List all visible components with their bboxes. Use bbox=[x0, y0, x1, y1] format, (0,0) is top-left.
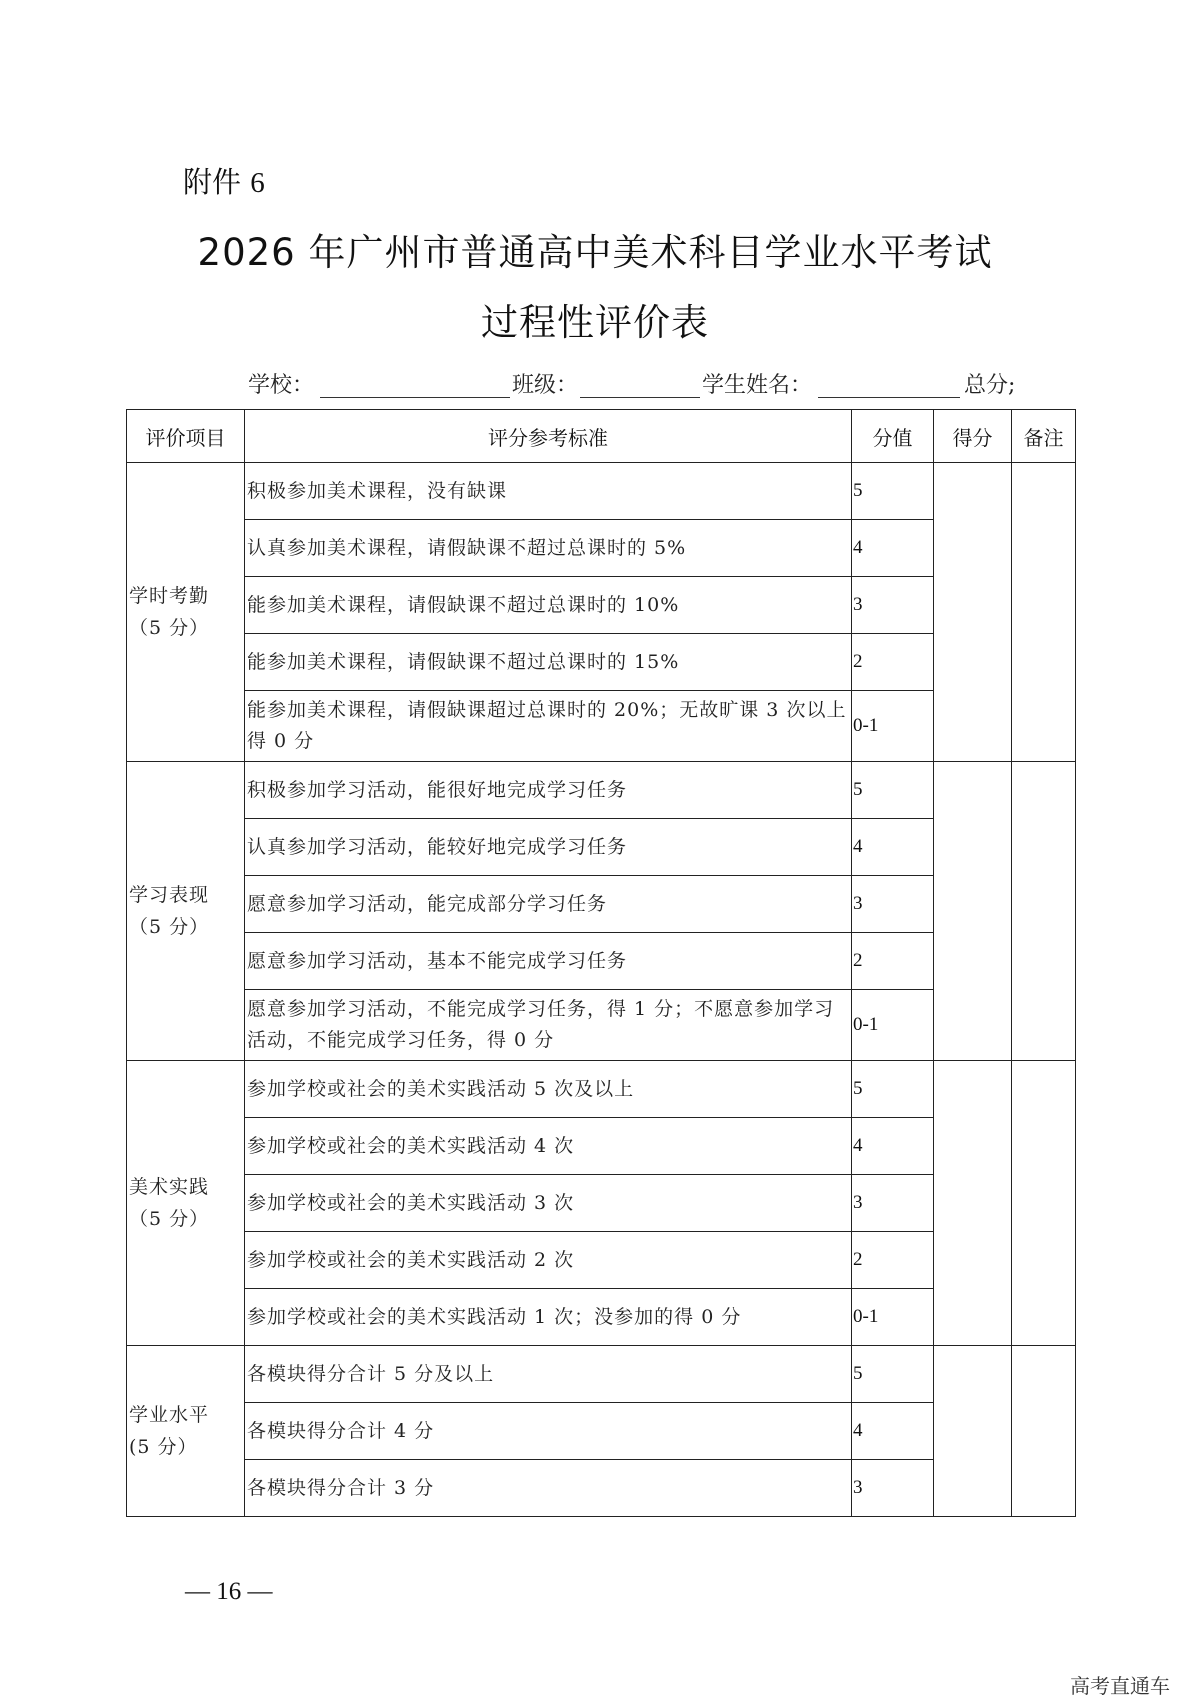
table-row bbox=[127, 876, 1076, 933]
remarks-cell[interactable] bbox=[1012, 762, 1076, 1061]
table-row bbox=[127, 1175, 1076, 1232]
table-row bbox=[127, 762, 1076, 819]
category-cell bbox=[127, 1346, 245, 1517]
points-cell: 4 bbox=[852, 520, 934, 577]
table-row bbox=[127, 1403, 1076, 1460]
category-name: 学时考勤 bbox=[129, 585, 210, 607]
points-cell: 3 bbox=[852, 577, 934, 634]
criterion-cell: 积极参加学习活动，能很好地完成学习任务 bbox=[245, 762, 852, 819]
table-row bbox=[127, 634, 1076, 691]
points-cell: 2 bbox=[852, 933, 934, 990]
table-row bbox=[127, 1346, 1076, 1403]
category-cell bbox=[127, 1061, 245, 1346]
header-score: 得分 bbox=[934, 410, 1012, 463]
category-points: （5 分） bbox=[129, 617, 210, 639]
points-cell: 5 bbox=[852, 1061, 934, 1118]
table-row bbox=[127, 1118, 1076, 1175]
criterion-cell: 各模块得分合计 4 分 bbox=[245, 1403, 852, 1460]
score-entry-cell[interactable] bbox=[934, 463, 1012, 762]
remarks-cell[interactable] bbox=[1012, 1061, 1076, 1346]
criterion-cell: 能参加美术课程，请假缺课不超过总课时的 10% bbox=[245, 577, 852, 634]
remarks-cell[interactable] bbox=[1012, 1346, 1076, 1517]
table-header-row bbox=[127, 410, 1076, 463]
criterion-cell: 各模块得分合计 3 分 bbox=[245, 1460, 852, 1517]
score-entry-cell[interactable] bbox=[934, 762, 1012, 1061]
points-cell: 2 bbox=[852, 1232, 934, 1289]
points-cell: 0-1 bbox=[852, 691, 934, 762]
table-row bbox=[127, 1061, 1076, 1118]
category-cell bbox=[127, 463, 245, 762]
header-points: 分值 bbox=[852, 410, 934, 463]
criterion-cell: 能参加美术课程，请假缺课不超过总课时的 15% bbox=[245, 634, 852, 691]
header-criteria: 评分参考标准 bbox=[245, 410, 852, 463]
student-name-label: 学生姓名： bbox=[702, 373, 813, 398]
table-row bbox=[127, 577, 1076, 634]
criterion-cell: 认真参加美术课程，请假缺课不超过总课时的 5% bbox=[245, 520, 852, 577]
page-subtitle: 过程性评价表 bbox=[481, 301, 709, 344]
category-name: 学习表现 bbox=[129, 884, 210, 906]
criterion-cell: 参加学校或社会的美术实践活动 3 次 bbox=[245, 1175, 852, 1232]
class-field[interactable] bbox=[580, 397, 700, 398]
table-row bbox=[127, 990, 1076, 1061]
criterion-cell: 愿意参加学习活动，基本不能完成学习任务 bbox=[245, 933, 852, 990]
table-row bbox=[127, 1460, 1076, 1517]
points-cell: 0-1 bbox=[852, 1289, 934, 1346]
header-item: 评价项目 bbox=[127, 410, 245, 463]
table-row bbox=[127, 819, 1076, 876]
points-cell: 0-1 bbox=[852, 990, 934, 1061]
category-points: (5 分） bbox=[129, 1436, 198, 1458]
table-row bbox=[127, 691, 1076, 762]
points-cell: 4 bbox=[852, 819, 934, 876]
watermark: 高考直通车 bbox=[1070, 1674, 1170, 1698]
class-label: 班级： bbox=[512, 373, 579, 398]
criterion-cell: 参加学校或社会的美术实践活动 1 次；没参加的得 0 分 bbox=[245, 1289, 852, 1346]
points-cell: 5 bbox=[852, 1346, 934, 1403]
student-name-field[interactable] bbox=[818, 397, 960, 398]
remarks-cell[interactable] bbox=[1012, 463, 1076, 762]
attachment-label-text: 附件 bbox=[183, 165, 242, 199]
criterion-cell: 愿意参加学习活动，能完成部分学习任务 bbox=[245, 876, 852, 933]
total-score-label: 总分; bbox=[964, 373, 1016, 398]
category-cell bbox=[127, 762, 245, 1061]
category-points: （5 分） bbox=[129, 1208, 210, 1230]
category-name: 美术实践 bbox=[129, 1176, 210, 1198]
attachment-label bbox=[183, 160, 265, 201]
score-entry-cell[interactable] bbox=[934, 1346, 1012, 1517]
table-row bbox=[127, 933, 1076, 990]
page-title: 2026 年广州市普通高中美术科目学业水平考试 bbox=[197, 231, 993, 274]
points-cell: 4 bbox=[852, 1403, 934, 1460]
criterion-cell: 愿意参加学习活动，不能完成学习任务，得 1 分；不愿意参加学习活动，不能完成学习任务，得 0 分 bbox=[245, 990, 852, 1061]
table-row bbox=[127, 463, 1076, 520]
points-cell: 3 bbox=[852, 1460, 934, 1517]
score-entry-cell[interactable] bbox=[934, 1061, 1012, 1346]
criterion-cell: 各模块得分合计 5 分及以上 bbox=[245, 1346, 852, 1403]
school-label: 学校： bbox=[248, 373, 315, 398]
attachment-number: 6 bbox=[250, 167, 265, 199]
criterion-cell: 参加学校或社会的美术实践活动 2 次 bbox=[245, 1232, 852, 1289]
table-row bbox=[127, 1232, 1076, 1289]
category-points: （5 分） bbox=[129, 916, 210, 938]
page-number: — 16 — bbox=[185, 1578, 273, 1605]
table-row bbox=[127, 520, 1076, 577]
criterion-cell: 积极参加美术课程，没有缺课 bbox=[245, 463, 852, 520]
points-cell: 3 bbox=[852, 876, 934, 933]
points-cell: 4 bbox=[852, 1118, 934, 1175]
criterion-cell: 参加学校或社会的美术实践活动 5 次及以上 bbox=[245, 1061, 852, 1118]
criterion-cell: 认真参加学习活动，能较好地完成学习任务 bbox=[245, 819, 852, 876]
category-name: 学业水平 bbox=[129, 1404, 210, 1426]
criterion-cell: 能参加美术课程，请假缺课超过总课时的 20%；无故旷课 3 次以上得 0 分 bbox=[245, 691, 852, 762]
header-remarks: 备注 bbox=[1012, 410, 1076, 463]
school-field[interactable] bbox=[320, 397, 510, 398]
points-cell: 5 bbox=[852, 762, 934, 819]
evaluation-table bbox=[126, 409, 1076, 1517]
points-cell: 2 bbox=[852, 634, 934, 691]
criterion-cell: 参加学校或社会的美术实践活动 4 次 bbox=[245, 1118, 852, 1175]
points-cell: 3 bbox=[852, 1175, 934, 1232]
table-row bbox=[127, 1289, 1076, 1346]
points-cell: 5 bbox=[852, 463, 934, 520]
